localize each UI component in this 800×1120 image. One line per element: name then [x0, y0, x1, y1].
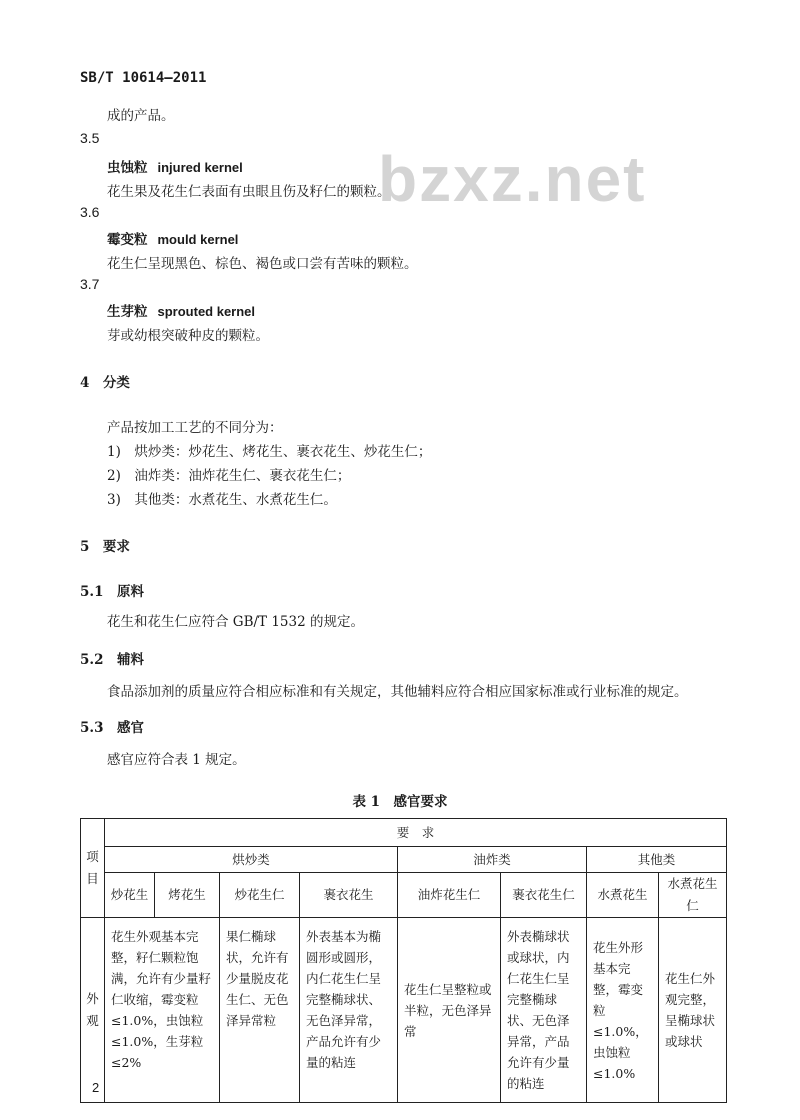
section-5-heading: 5 要求	[80, 539, 130, 555]
section-5-2-text: 食品添加剂的质量应符合相应标准和有关规定，其他辅料应符合相应国家标准或行业标准的规定。	[107, 684, 688, 700]
term-definition: 花生果及花生仁表面有虫眼且伤及籽仁的颗粒。	[107, 184, 391, 200]
classification-item: 3) 其他类：水煮花生、水煮花生仁。	[107, 492, 337, 508]
table-header-row	[81, 819, 727, 847]
term-en: sprouted kernel	[157, 304, 256, 319]
item-header: 项目	[86, 849, 99, 886]
term-zh: 虫蚀粒	[107, 160, 148, 176]
product-header: 水煮花生	[587, 873, 659, 918]
product-header: 炒花生	[105, 873, 155, 918]
product-header: 烤花生	[155, 873, 220, 918]
table-header-row	[81, 873, 727, 918]
product-header: 裹衣花生仁	[501, 873, 587, 918]
section-5-3-heading: 5.3 感官	[80, 720, 144, 736]
table-cell: 果仁椭球状，允许有少量脱皮花生仁、无色泽异常粒	[220, 918, 300, 1103]
section-5-3-text: 感官应符合表 1 规定。	[107, 752, 246, 768]
standard-code: SB/T 10614—2011	[80, 70, 207, 86]
table-row	[81, 918, 727, 1103]
term-line	[107, 156, 243, 176]
term-definition: 花生仁呈现黑色、棕色、褐色或口尝有苦味的颗粒。	[107, 256, 418, 272]
table-caption: 表 1 感官要求	[352, 794, 448, 810]
section-4-heading: 4 分类	[80, 375, 130, 391]
table-cell: 外表基本为椭圆形或圆形，内仁花生仁呈完整椭球状、无色泽异常，产品允许有少量的粘连	[300, 918, 398, 1103]
table-cell: 花生外形基本完整，霉变粒≤1.0%，虫蚀粒≤1.0%	[587, 918, 659, 1103]
classification-item: 2) 油炸类：油炸花生仁、裹衣花生仁；	[107, 468, 351, 484]
clause-number: 3.5	[80, 130, 100, 146]
term-line	[107, 300, 255, 320]
table-header-row	[81, 847, 727, 873]
product-header: 裹衣花生	[300, 873, 398, 918]
requirements-header: 要 求	[105, 819, 727, 847]
term-en: mould kernel	[157, 232, 239, 247]
item-header-cell	[81, 819, 105, 918]
table-cell: 花生外观基本完整，籽仁颗粒饱满，允许有少量籽仁收缩，霉变粒≤1.0%，虫蚀粒≤1.0%，生芽粒≤2%	[105, 918, 220, 1103]
term-en: injured kernel	[157, 160, 243, 175]
term-definition: 芽或幼根突破种皮的颗粒。	[107, 328, 269, 344]
section-4-intro: 产品按加工工艺的不同分为：	[107, 420, 283, 436]
table-cell: 外表椭球状或球状，内仁花生仁呈完整椭球状、无色泽异常，产品允许有少量的粘连	[501, 918, 587, 1103]
clause-number: 3.7	[80, 276, 100, 292]
group-header: 其他类	[587, 847, 727, 873]
product-header: 炒花生仁	[220, 873, 300, 918]
term-zh: 霉变粒	[107, 232, 148, 248]
table-cell: 花生仁呈整粒或半粒，无色泽异常	[398, 918, 501, 1103]
clause-number: 3.6	[80, 204, 100, 220]
group-header: 油炸类	[398, 847, 587, 873]
intro-tail: 成的产品。	[107, 108, 175, 124]
product-header: 水煮花生仁	[659, 873, 727, 918]
section-5-1-heading: 5.1 原料	[80, 584, 144, 600]
section-5-2-heading: 5.2 辅料	[80, 652, 144, 668]
page-number: 2	[92, 1080, 100, 1095]
sensory-requirements-table	[80, 818, 727, 1103]
table-cell: 花生仁外观完整，呈椭球状或球状	[659, 918, 727, 1103]
row-label-cell	[81, 918, 105, 1103]
watermark: bzxz.net	[378, 143, 647, 215]
term-zh: 生芽粒	[107, 304, 148, 320]
row-label: 外观	[86, 991, 99, 1028]
classification-item: 1) 烘炒类：炒花生、烤花生、裹衣花生、炒花生仁；	[107, 444, 432, 460]
product-header: 油炸花生仁	[398, 873, 501, 918]
section-5-1-text: 花生和花生仁应符合 GB/T 1532 的规定。	[107, 614, 364, 630]
term-line	[107, 228, 238, 248]
group-header: 烘炒类	[105, 847, 398, 873]
